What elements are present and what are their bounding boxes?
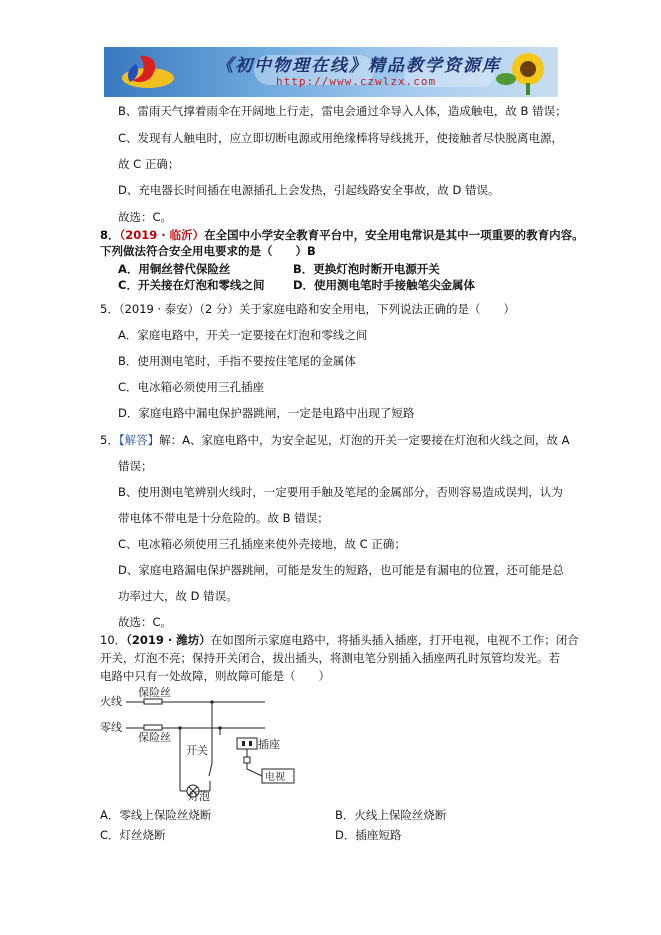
socket-label: 插座 (258, 738, 280, 751)
banner-title: 《初中物理在线》精品教学资源库 (216, 56, 501, 76)
prev-answer-d: D、充电器长时间插在电源插孔上会发热，引起线路安全事故，故 D 错误。 (118, 183, 500, 197)
a5-line7: 功率过大，故 D 错误。 (118, 589, 238, 603)
q5-option-c: C．电冰箱必须使用三孔插座 (118, 380, 265, 394)
switch-label: 开关 (186, 744, 208, 757)
q8-stem2: 下列做法符合安全用电要求的是（ ）B (100, 244, 316, 258)
a5-line5: C、电冰箱必须使用三孔插座来使外壳接地，故 C 正确； (118, 537, 406, 551)
a5-line6: D、家庭电路漏电保护器跳闸，可能是发生的短路，也可能是有漏电的位置，还可能是总 (118, 563, 564, 577)
q10-option-c: C．灯丝烧断 (100, 828, 166, 842)
q8-option-a: A．用铜丝替代保险丝 (118, 262, 231, 276)
a5-line3: B、使用测电笔辨别火线时，一定要用手触及笔尾的金属部分，否则容易造成误判，认为 (118, 485, 563, 499)
q8-option-c: C．开关接在灯泡和零线之间 (118, 278, 265, 292)
neutral-wire-label: 零线 (100, 721, 122, 734)
tv-label: 电视 (265, 772, 285, 783)
sunflower-icon (492, 49, 552, 95)
q10-line1 (100, 633, 579, 647)
q8-line1 (100, 228, 584, 242)
q8-stem1: 在全国中小学安全教育平台中，安全用电常识是其中一项重要的教育内容。 (204, 228, 584, 242)
a5-line4: 带电体不带电是十分危险的。故 B 错误； (118, 511, 329, 525)
a5-conclusion: 故选：C。 (118, 615, 173, 629)
circuit-diagram (100, 683, 285, 803)
q8-option-d: D．使用测电笔时手接触笔尖金属体 (293, 278, 476, 292)
prev-answer-c2: 故 C 正确； (118, 157, 180, 171)
q10-option-d: D．插座短路 (335, 828, 402, 842)
q5-option-d: D．家庭电路中漏电保护器跳闸，一定是电路中出现了短路 (118, 406, 415, 420)
q8-option-b: B．更换灯泡时断开电源开关 (293, 262, 440, 276)
a5-text1: 解：A、家庭电路中，为安全起见，灯泡的开关一定要接在灯泡和火线之间，故 A (159, 433, 570, 447)
q8-number: 8． (100, 228, 120, 242)
fuse-label-neutral: 保险丝 (138, 731, 171, 744)
a5-line2: 错误； (118, 459, 153, 473)
q10-number: 10． (100, 633, 127, 647)
q10-source: （2019 · 潍坊） (126, 633, 211, 647)
a5-number: 5． (100, 433, 119, 447)
q8-source: （2019 · 临沂） (119, 228, 205, 242)
q10-option-a: A．零线上保险丝烧断 (100, 808, 212, 822)
site-logo-icon (118, 50, 178, 94)
q10-line2: 开关，灯泡不亮；保持开关闭合，拔出插头，将测电笔分别插入插座两孔时氖管均发光。若 (100, 651, 560, 665)
bulb-label: 灯泡 (188, 790, 210, 803)
prev-answer-c1: C、发现有人触电时，应立即切断电源或用绝缘棒将导线挑开，使接触者尽快脱离电源， (118, 131, 564, 145)
banner-url[interactable]: http://www.czwlzx.com (276, 75, 437, 88)
q10-line3: 电路中只有一处故障，则故障可能是（ ） (100, 669, 330, 683)
q5-stem: 5．（2019 · 泰安）（2 分）关于家庭电路和安全用电，下列说法正确的是（ ） (100, 302, 516, 316)
q5-option-b: B．使用测电笔时，手指不要按住笔尾的金属体 (118, 354, 356, 368)
fuse-label-live: 保险丝 (138, 686, 171, 699)
q10-text1: 在如图所示家庭电路中，将插头插入插座，打开电视，电视不工作；闭合 (210, 633, 579, 647)
q10-option-b: B．火线上保险丝烧断 (335, 808, 447, 822)
a5-line1 (100, 433, 569, 447)
prev-answer-conclusion: 故选：C。 (118, 210, 173, 224)
header-banner (104, 47, 558, 97)
live-wire-label: 火线 (100, 695, 122, 708)
q5-option-a: A．家庭电路中，开关一定要接在灯泡和零线之间 (118, 328, 368, 342)
prev-answer-b: B、雷雨天气撑着雨伞在开阔地上行走，雷电会通过伞导入人体，造成触电，故 B 错误； (118, 104, 567, 118)
a5-tag: 【解答】 (118, 433, 160, 447)
